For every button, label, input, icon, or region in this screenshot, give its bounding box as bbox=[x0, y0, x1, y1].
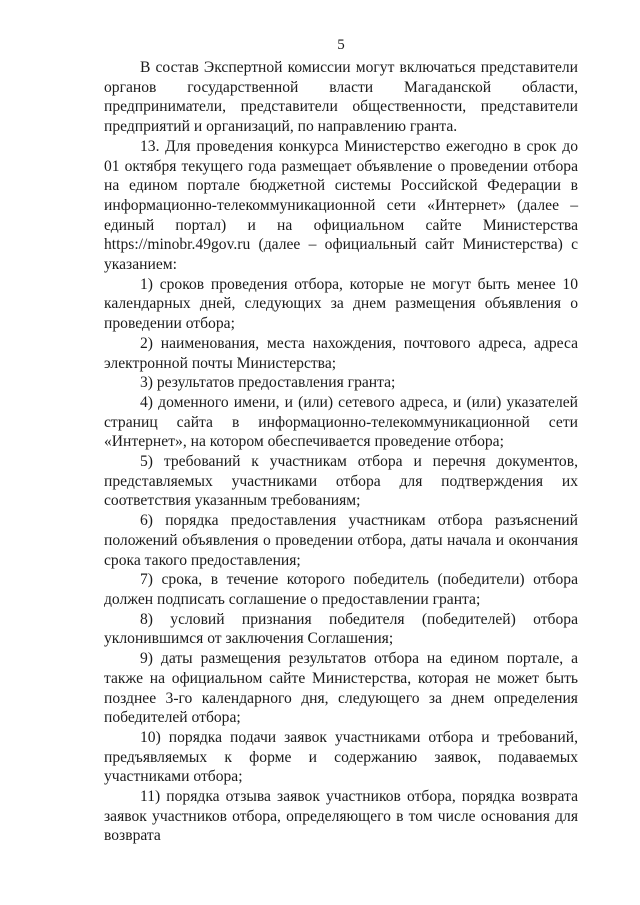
list-item-7-signing-term: 7) срока, в течение которого победитель (победители) отбора должен подписать соглашение о предоставлении гранта; bbox=[104, 571, 578, 608]
list-item-11-withdrawal: 11) порядка отзыва заявок участников отбора, порядка возврата заявок участников отбора, определяющего в том числе основания для возврата bbox=[104, 788, 578, 845]
list-item-8-evasion: 8) условий признания победителя (победителей) отбора уклонившимся от заключения Соглашения; bbox=[104, 610, 578, 648]
list-item-5-requirements: 5) требований к участникам отбора и перечня документов, представляемых участниками отбора для подтверждения их соответствия указанным требованиям; bbox=[104, 453, 578, 510]
list-item-9-publication: 9) даты размещения результатов отбора на едином портале, а также на официальном сайте Министерства, которая не может быть позднее 3-го календарного дня, следующего за днем определения победителей отбора; bbox=[104, 650, 578, 727]
list-item-6-clarifications: 6) порядка предоставления участникам отбора разъяснений положений объявления о проведении отбора, даты начала и окончания срока такого предоставления; bbox=[104, 512, 578, 569]
list-item-3-results: 3) результатов предоставления гранта; bbox=[140, 374, 396, 392]
paragraph-13-announcement: 13. Для проведения конкурса Министерство ежегодно в срок до 01 октября текущего года размещает объявление о проведении отбора на едином портале бюджетной системы Российской Федерации в информационно-телекоммуникационной сети «Интернет» (далее – единый портал) и на официальном сайте Министерства https://minobr.49gov.ru (далее – официальный сайт Министерства) с указанием: bbox=[104, 137, 578, 274]
list-item-2-contacts: 2) наименования, места нахождения, почтового адреса, адреса электронной почты Министерства; bbox=[104, 334, 578, 372]
list-item-1-deadlines: 1) сроков проведения отбора, которые не могут быть менее 10 календарных дней, следующих за днем размещения объявления о проведении отбора; bbox=[104, 275, 578, 333]
document-body bbox=[104, 58, 578, 846]
list-item-10-submission: 10) порядка подачи заявок участниками отбора и требований, предъявляемых к форме и содержанию заявок, подаваемых участниками отбора; bbox=[104, 728, 578, 786]
paragraph-commission-composition: В состав Экспертной комиссии могут включаться представители органов государственной власти Магаданской области, предприниматели, представители общественности, представители предприятий и организаций, по направлению гранта. bbox=[104, 59, 578, 136]
list-item-4-domain: 4) доменного имени, и (или) сетевого адреса, и (или) указателей страниц сайта в информационно-телекоммуникационной сети «Интернет», на котором обеспечивается проведение отбора; bbox=[104, 393, 578, 451]
page-number: 5 bbox=[337, 37, 345, 53]
